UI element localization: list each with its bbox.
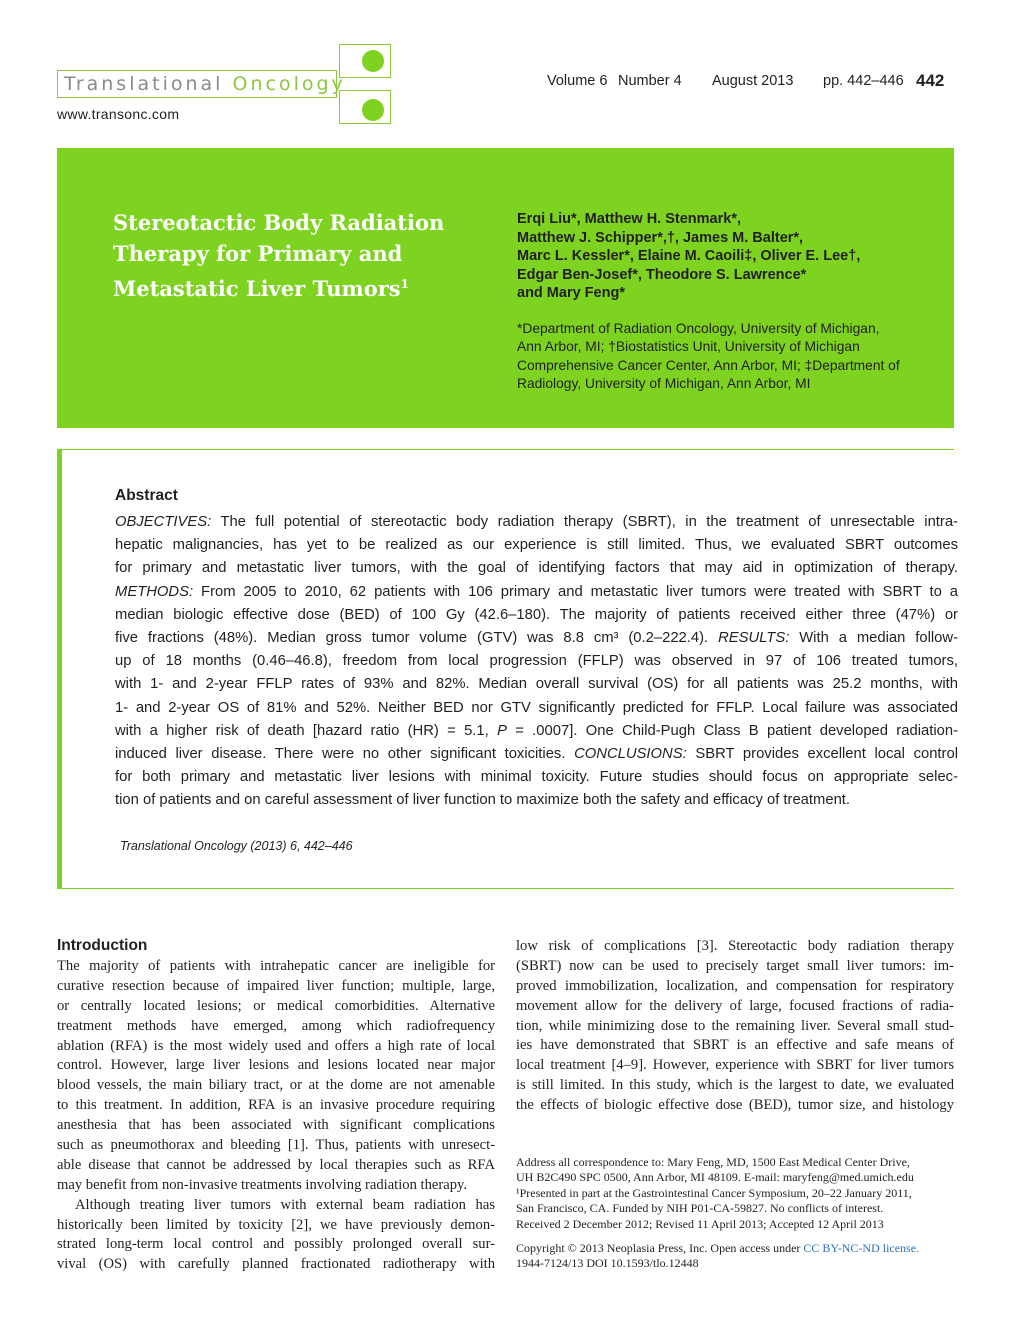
body-line: to this treatment. In addition, RFA is an invasive procedure requiring (57, 1097, 495, 1114)
license-link[interactable]: CC BY-NC-ND license. (803, 1241, 920, 1256)
body-line: The majority of patients with intrahepatic cancer are ineligible for (57, 958, 495, 974)
body-line: (SBRT) now can be used to precisely target small liver tumors: im- (516, 957, 954, 974)
body-line: is still limited. In this study, which is the largest to date, we evaluated (516, 1077, 954, 1094)
abstract-text (115, 511, 958, 812)
body-line: local treatment [4–9]. However, experience with SBRT for liver tumors (516, 1057, 954, 1074)
affiliation-line: Ann Arbor, MI; †Biostatistics Unit, University of Michigan (517, 339, 860, 355)
journal-name-part1: Translational (64, 73, 233, 95)
title-line: Therapy for Primary and (113, 240, 403, 266)
author-line: Matthew J. Schipper*,†, James M. Balter*, (517, 229, 804, 246)
body-line: curative resection because of impaired liver function; multiple, large, (57, 977, 495, 994)
body-line: control. However, large liver lesions and lesions located near major (57, 1057, 495, 1074)
page-range: pp. 442–446 (823, 73, 904, 89)
copyright-line (516, 1241, 954, 1256)
affiliations (517, 320, 937, 393)
footnote-line: UH B2C490 SPC 0500, Ann Arbor, MI 48109. E-mail: maryfeng@med.umich.edu (516, 1170, 914, 1185)
affiliation-line: Comprehensive Cancer Center, Ann Arbor, MI; ‡Department of (517, 357, 900, 373)
abstract-line: hepatic malignancies, has yet to be realized as our experience is still limited. Thus, we evaluated SBRT outcomes (115, 537, 958, 554)
body-line: ablation (RFA) is the most widely used and offers a high rate of local (57, 1037, 495, 1054)
journal-name-part2: Oncology (232, 73, 346, 95)
page-number: 442 (916, 71, 945, 90)
body-line: low risk of complications [3]. Stereotactic body radiation therapy (516, 938, 954, 954)
issue-date: August 2013 (712, 73, 794, 89)
author-line: Marc L. Kessler*, Elaine M. Caoili‡, Oliver E. Lee†, (517, 248, 861, 265)
article-title (113, 208, 453, 305)
body-line: such as pneumothorax and bleeding [1]. Thus, patients with unresect- (57, 1137, 495, 1154)
divider (62, 449, 954, 450)
body-line: blood vessels, the main biliary tract, or at the dome are not amenable (57, 1077, 495, 1094)
journal-logo (57, 70, 346, 98)
body-line: ies have demonstrated that SBRT is an effective and safe means of (516, 1037, 954, 1054)
title-footnote-marker[interactable]: 1 (400, 277, 409, 291)
abstract-line: with 1- and 2-year FFLP rates of 93% and 82%. Median overall survival (OS) for all patients was 25.2 months, with (115, 676, 958, 693)
footnote-line: Received 2 December 2012; Revised 11 April 2013; Accepted 12 April 2013 (516, 1216, 884, 1231)
affiliation-line: Radiology, University of Michigan, Ann Arbor, MI (517, 375, 811, 391)
body-line: anesthesia that has been associated with significant complications (57, 1117, 495, 1134)
green-dot-icon (362, 99, 384, 121)
abstract-box (57, 449, 958, 889)
abstract-line: up of 18 months (0.46–46.8), freedom from local progression (FFLP) was observed in 97 of 106 treated tumors, (115, 653, 958, 670)
author-line: Edgar Ben-Josef*, Theodore S. Lawrence* (517, 266, 807, 283)
abstract-heading: Abstract (115, 487, 178, 504)
body-line: treatment methods have emerged, among which radiofrequency (57, 1017, 495, 1034)
abstract-line: with a higher risk of death [hazard ratio (HR) = 5.1, P = .0007]. One Child-Pugh Class B patient developed radiation- (115, 722, 958, 739)
abstract-line: five fractions (48%). Median gross tumor volume (GTV) was 8.8 cm³ (0.2–222.4). RESULTS: With a median follow- (115, 629, 958, 646)
title-line: Stereotactic Body Radiation (113, 210, 445, 235)
logo-decoration-top (339, 44, 391, 78)
body-column-right (516, 937, 954, 1116)
body-line: the effects of biologic effective dose (BED), tumor size, and histology (516, 1097, 954, 1114)
doi-line: 1944-7124/13 DOI 10.1593/tlo.12448 (516, 1256, 699, 1271)
abstract-line: 1- and 2-year OS of 81% and 52%. Neither BED nor GTV significantly predicted for FFLP. Local failure was associated (115, 699, 958, 716)
author-line: and Mary Feng* (517, 285, 625, 302)
body-line: Although treating liver tumors with external beam radiation has (75, 1196, 495, 1213)
abstract-line: median biologic effective dose (BED) of 100 Gy (42.6–180). The majority of patients received either three (47%) or (115, 606, 958, 623)
affiliation-line: *Department of Radiation Oncology, University of Michigan, (517, 321, 880, 336)
title-band (57, 148, 954, 428)
footnote-line: Address all correspondence to: Mary Feng, MD, 1500 East Medical Center Drive, (516, 1155, 910, 1169)
volume: Volume 6 (547, 73, 608, 89)
footnote-line: ¹Presented in part at the Gastrointestinal Cancer Symposium, 20–22 January 2011, (516, 1185, 912, 1200)
abstract-line: OBJECTIVES: The full potential of stereotactic body radiation therapy (SBRT), in the treatment of unresectable intra- (115, 514, 958, 530)
journal-website-link[interactable]: www.transonc.com (57, 106, 180, 122)
body-line: may benefit from non-invasive treatments involving radiation therapy. (57, 1176, 467, 1193)
body-line: able disease that cannot be addressed by local therapies such as RFA (57, 1156, 495, 1173)
body-line: historically been limited by toxicity [2], we have previously demon- (57, 1216, 495, 1233)
body-line: tion, while minimizing dose to the remaining liver. Several small stud- (516, 1017, 954, 1034)
citation: Translational Oncology (2013) 6, 442–446 (120, 839, 353, 853)
introduction-heading: Introduction (57, 937, 148, 954)
abstract-line: METHODS: From 2005 to 2010, 62 patients with 106 primary and metastatic liver tumors were treated with SBRT to a (115, 583, 958, 600)
abstract-line: induced liver disease. There were no other significant toxicities. CONCLUSIONS: SBRT provides excellent local control (115, 745, 958, 762)
abstract-line: tion of patients and on careful assessment of liver function to maximize both the safety and efficacy of treatment. (115, 792, 851, 809)
divider (62, 888, 954, 889)
issue-number: Number 4 (618, 73, 682, 89)
author-line: Erqi Liu*, Matthew H. Stenmark*, (517, 211, 741, 227)
copyright-text: Copyright © 2013 Neoplasia Press, Inc. Open access under (516, 1241, 804, 1256)
footnotes (516, 1155, 954, 1272)
body-line: strated long-term local control and possibly prolonged overall sur- (57, 1236, 495, 1253)
abstract-line: for primary and metastatic liver tumors, with the goal of identifying factors that may aid in optimization of therapy. (115, 560, 958, 577)
body-line: proved immobilization, localization, and compensation for respiratory (516, 977, 954, 994)
body-line: or centrally located lesions; or medical comorbidities. Alternative (57, 997, 495, 1014)
title-line: Metastatic Liver Tumors$^1$ (113, 276, 409, 301)
footnote-line: San Francisco, CA. Funded by NIH P01-CA-59827. No conflicts of interest. (516, 1201, 884, 1216)
author-list (517, 210, 937, 303)
body-line: movement allow for the delivery of large, focused fractions of radia- (516, 997, 954, 1014)
logo-decoration-bottom (339, 90, 391, 124)
abstract-line: for both primary and metastatic liver lesions with minimal toxicity. Future studies should focus on appropriate selec- (115, 769, 958, 786)
body-column-left (57, 957, 495, 1275)
green-dot-icon (362, 50, 384, 72)
body-line: vival (OS) with carefully planned fractionated radiotherapy with (57, 1256, 495, 1273)
